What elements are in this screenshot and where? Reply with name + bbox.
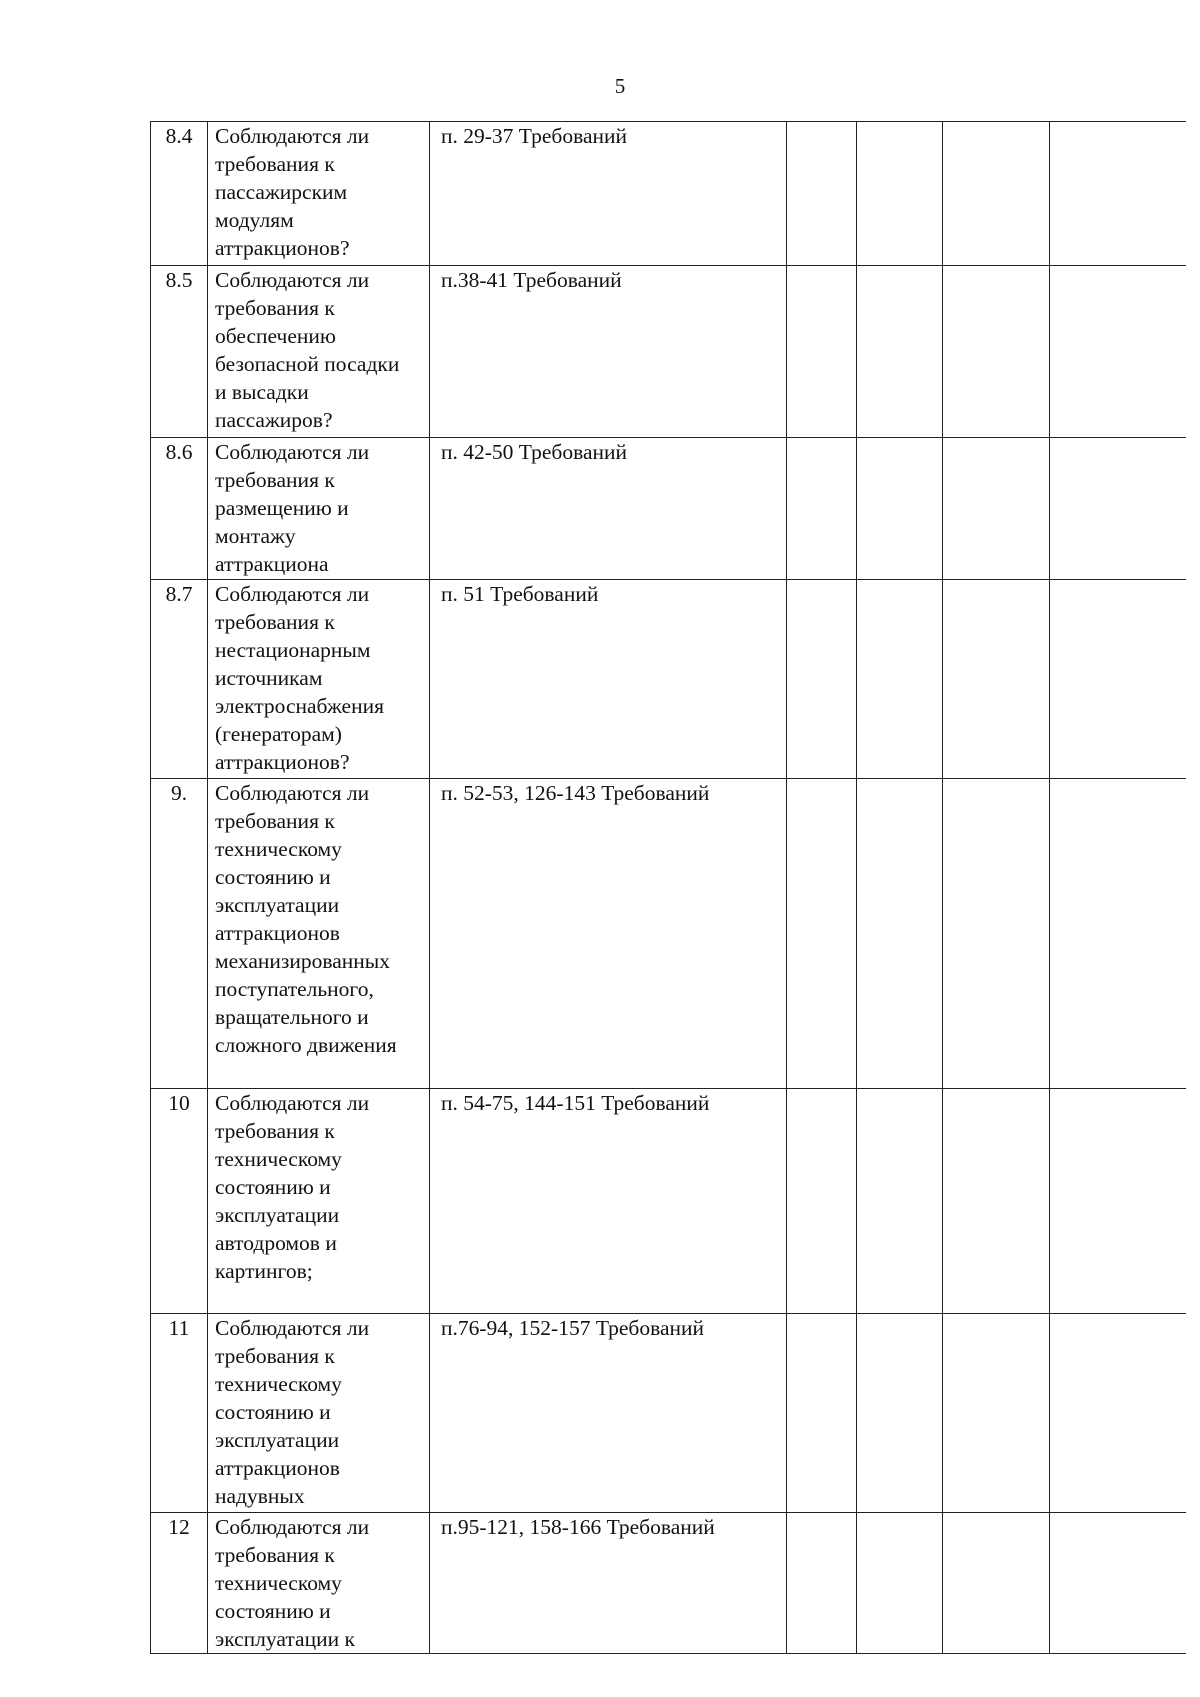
answer-cell-no[interactable] <box>857 266 943 438</box>
requirement-reference: п. 52-53, 126-143 Требований <box>430 779 787 1089</box>
page-number: 5 <box>614 74 626 98</box>
answer-cell-yes[interactable] <box>787 266 857 438</box>
notes-cell[interactable] <box>1050 580 1186 779</box>
item-number: 8.7 <box>151 580 208 779</box>
answer-cell-not-applicable[interactable] <box>943 1314 1050 1513</box>
answer-cell-not-applicable[interactable] <box>943 779 1050 1089</box>
requirement-reference: п. 42-50 Требований <box>430 438 787 580</box>
question-text: Соблюдаются ли требования к обеспечению безопасной посадки и высадки пассажиров? <box>215 268 400 432</box>
item-number: 9. <box>151 779 208 1089</box>
item-number: 8.6 <box>151 438 208 580</box>
item-number: 11 <box>151 1314 208 1513</box>
table-row <box>151 438 1186 580</box>
question-text: Соблюдаются ли требования к техническому состоянию и эксплуатации к <box>215 1515 370 1651</box>
requirement-reference: п. 54-75, 144-151 Требований <box>430 1089 787 1314</box>
table-row <box>151 779 1186 1089</box>
answer-cell-no[interactable] <box>857 1314 943 1513</box>
answer-cell-no[interactable] <box>857 1089 943 1314</box>
question-text: Соблюдаются ли требования к пассажирским модулям аттракционов? <box>215 124 370 260</box>
question-text: Соблюдаются ли требования к техническому состоянию и эксплуатации аттракционов механизированных поступательного, вращательного и сложного движения <box>215 781 397 1057</box>
notes-cell[interactable] <box>1050 779 1186 1089</box>
answer-cell-yes[interactable] <box>787 122 857 266</box>
answer-cell-no[interactable] <box>857 779 943 1089</box>
notes-cell[interactable] <box>1050 122 1186 266</box>
requirement-reference: п. 51 Требований <box>430 580 787 779</box>
answer-cell-not-applicable[interactable] <box>943 1089 1050 1314</box>
answer-cell-no[interactable] <box>857 580 943 779</box>
answer-cell-no[interactable] <box>857 1513 943 1654</box>
answer-cell-not-applicable[interactable] <box>943 580 1050 779</box>
notes-cell[interactable] <box>1050 438 1186 580</box>
table-row <box>151 580 1186 779</box>
answer-cell-yes[interactable] <box>787 438 857 580</box>
requirement-reference: п.95-121, 158-166 Требований <box>430 1513 787 1654</box>
question-text: Соблюдаются ли требования к размещению и монтажу аттракциона <box>215 440 370 576</box>
requirement-reference: п. 29-37 Требований <box>430 122 787 266</box>
checklist-table <box>150 121 1186 1654</box>
item-number: 10 <box>151 1089 208 1314</box>
answer-cell-yes[interactable] <box>787 1513 857 1654</box>
item-number: 8.4 <box>151 122 208 266</box>
answer-cell-not-applicable[interactable] <box>943 1513 1050 1654</box>
notes-cell[interactable] <box>1050 1513 1186 1654</box>
answer-cell-yes[interactable] <box>787 580 857 779</box>
table-row <box>151 1513 1186 1654</box>
item-number: 8.5 <box>151 266 208 438</box>
requirement-reference: п.76-94, 152-157 Требований <box>430 1314 787 1513</box>
answer-cell-yes[interactable] <box>787 1314 857 1513</box>
question-text: Соблюдаются ли требования к техническому состоянию и эксплуатации автодромов и картингов; <box>215 1091 370 1283</box>
question-text: Соблюдаются ли требования к техническому состоянию и эксплуатации аттракционов надувных <box>215 1316 370 1508</box>
answer-cell-not-applicable[interactable] <box>943 266 1050 438</box>
table-row <box>151 1089 1186 1314</box>
answer-cell-not-applicable[interactable] <box>943 438 1050 580</box>
notes-cell[interactable] <box>1050 1314 1186 1513</box>
table-row <box>151 122 1186 266</box>
notes-cell[interactable] <box>1050 1089 1186 1314</box>
requirement-reference: п.38-41 Требований <box>430 266 787 438</box>
notes-cell[interactable] <box>1050 266 1186 438</box>
table-row <box>151 266 1186 438</box>
answer-cell-not-applicable[interactable] <box>943 122 1050 266</box>
answer-cell-no[interactable] <box>857 122 943 266</box>
table-row <box>151 1314 1186 1513</box>
answer-cell-yes[interactable] <box>787 1089 857 1314</box>
item-number: 12 <box>151 1513 208 1654</box>
answer-cell-yes[interactable] <box>787 779 857 1089</box>
question-text: Соблюдаются ли требования к нестационарным источникам электроснабжения (генераторам) аттракционов? <box>215 582 384 774</box>
answer-cell-no[interactable] <box>857 438 943 580</box>
